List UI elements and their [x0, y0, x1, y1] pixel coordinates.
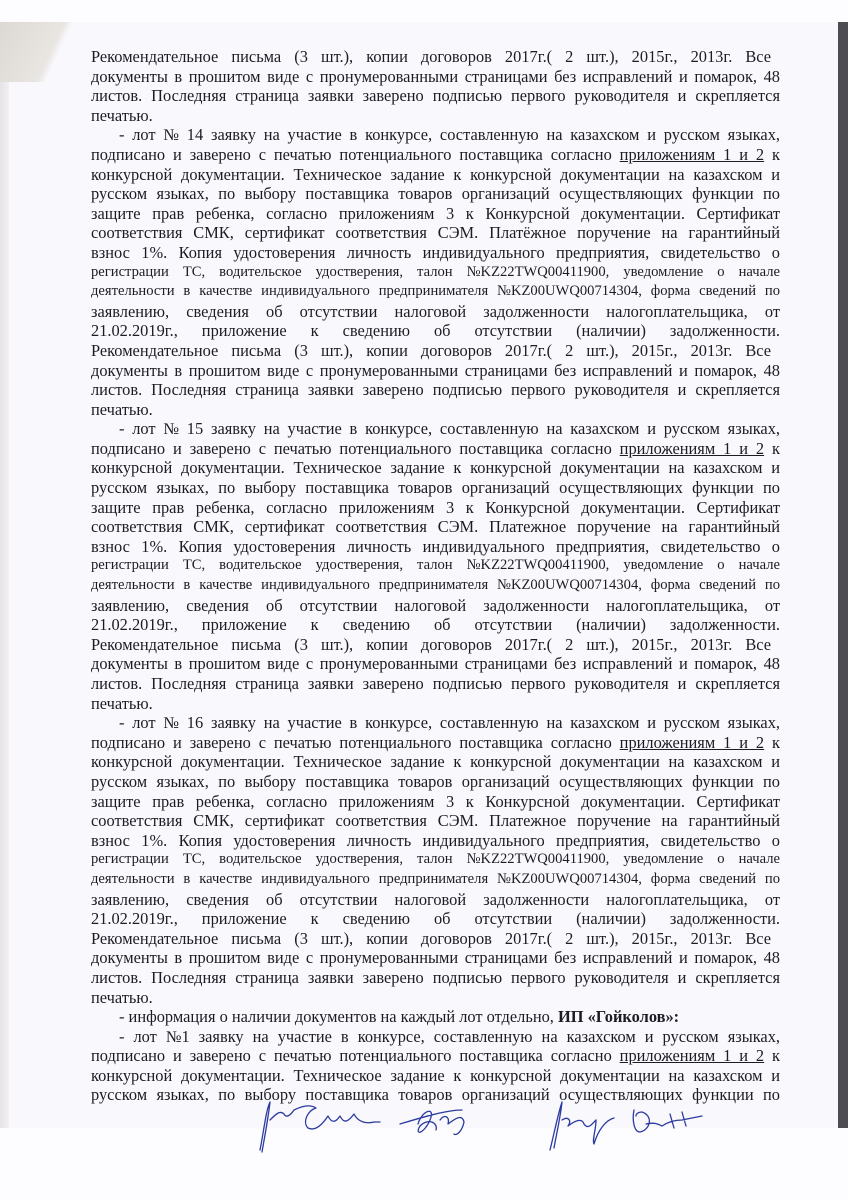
document-line: [91, 321, 780, 341]
line-text: заявлению, сведения об отсутствии налоговой задолженности налогоплательщика, от: [91, 595, 780, 615]
annex-reference: приложениям 1 и 2: [619, 144, 765, 164]
document-line: [91, 243, 780, 263]
line-text: - лот № 16 заявку на участие в конкурсе, составленную на казахском и русском языках,: [119, 713, 780, 733]
document-line: [91, 929, 780, 949]
document-line: [91, 47, 780, 67]
document-line: [91, 341, 780, 361]
line-text: заявлению, сведения об отсутствии налоговой задолженности налогоплательщика, от: [91, 889, 780, 909]
line-text: листов. Последняя страница заявки заверено подписью первого руководителя и скрепляется: [91, 674, 780, 693]
page-left-edge: [0, 22, 9, 1128]
document-line: [91, 596, 780, 616]
document-line: [91, 458, 780, 478]
line-text: русском языках, по выбору поставщика товаров организаций осуществляющих функции по: [91, 771, 780, 791]
document-line: [91, 400, 780, 420]
line-text: русском языках, по выбору поставщика товаров организаций осуществляющих функции по: [91, 184, 780, 204]
page-corner-shadow: [0, 22, 90, 82]
line-text: 21.02.2019г., приложение к сведению об отсутствии (наличии) задолженности.: [91, 321, 780, 341]
line-text: Рекомендательное письма (3 шт.), копии договоров 2017г.( 2 шт.), 2015г., 2013г. Все: [91, 634, 772, 654]
document-line: [91, 713, 780, 733]
document-line: [91, 1046, 780, 1066]
annex-reference: приложениям 1 и 2: [619, 1046, 765, 1066]
line-text: документы в прошитом виде с пронумерованными страницами без исправлений и помарок, 48: [91, 948, 780, 968]
document-line: [91, 302, 780, 322]
line-text: 21.02.2019г., приложение к сведению об отсутствии (наличии) задолженности.: [91, 615, 780, 635]
line-text: - лот № 15 заявку на участие в конкурсе, составленную на казахском и русском языках,: [119, 419, 780, 439]
line-text: взнос 1%. Копия удостоверения личность индивидуального предприятия, свидетельство о: [91, 242, 780, 262]
document-line: [91, 184, 780, 204]
line-text: - лот №1 заявку на участие в конкурсе, составленную на казахском и русском языках,: [119, 1026, 780, 1046]
signature-4: [633, 1110, 702, 1132]
document-line: [91, 419, 780, 439]
document-line: [91, 752, 780, 772]
line-text: печатью.: [91, 987, 153, 1007]
document-line: [91, 772, 780, 792]
line-text: документы в прошитом виде с пронумерованными страницами без исправлений и помарок, 48: [91, 66, 780, 86]
document-line: [91, 125, 780, 145]
document-line: [91, 1066, 780, 1086]
document-line: [91, 909, 780, 929]
line-text-tail: к: [764, 1046, 780, 1066]
line-text: подписано и заверено с печатью потенциального поставщика согласно: [91, 1046, 620, 1066]
document-line: [91, 478, 780, 498]
document-line: [91, 282, 780, 302]
document-line: [91, 86, 780, 106]
document-body: [91, 47, 780, 1105]
line-text: листов. Последняя страница заявки заверено подписью первого руководителя и скрепляется: [91, 967, 780, 987]
signature-3: [550, 1102, 614, 1150]
signature-2: [400, 1110, 464, 1135]
line-text: печатью.: [91, 399, 153, 419]
document-line: [91, 870, 780, 890]
line-text: листов. Последняя страница заявки заверено подписью первого руководителя и скрепляется: [91, 380, 780, 400]
document-line: [91, 263, 780, 283]
line-text: - информация о наличии документов на каждый лот отдельно,: [119, 1007, 558, 1027]
document-line: [91, 498, 780, 518]
line-text: взнос 1%. Копия удостоверения личность индивидуального предприятия, свидетельство о: [91, 830, 780, 850]
line-text: русском языках, по выбору поставщика товаров организаций осуществляющих функции по: [91, 478, 780, 498]
line-text: регистрации ТС, водительское удостверения, талон №KZ22TWQ00411900, уведомление о начале: [91, 263, 780, 280]
document-line: [91, 733, 780, 753]
line-text: документы в прошитом виде с пронумерованными страницами без исправлений и помарок, 48: [91, 360, 780, 380]
line-text: конкурсной документации. Техническое задание к конкурсной документации на казахском и: [91, 752, 780, 772]
signatures-area: [250, 1100, 770, 1170]
signature-1: [260, 1102, 380, 1152]
document-line: [91, 576, 780, 596]
line-text: конкурсной документации. Техническое задание к конкурсной документации на казахском и: [91, 1065, 780, 1085]
line-text: деятельности в качестве индивидуального предпринимателя №KZ00UWQ00714304, форма сведений по: [91, 577, 780, 594]
line-text: - лот № 14 заявку на участие в конкурсе, составленную на казахском и русском языках,: [119, 125, 780, 145]
line-text: регистрации ТС, водительское удостверения, талон №KZ22TWQ00411900, уведомление о начале: [91, 557, 780, 574]
line-text-tail: к: [764, 732, 780, 752]
line-text: подписано и заверено с печатью потенциального поставщика согласно: [91, 732, 620, 752]
line-text: взнос 1%. Копия удостоверения личность индивидуального предприятия, свидетельство о: [91, 536, 780, 556]
document-line: [91, 890, 780, 910]
document-line: [91, 1027, 780, 1047]
document-line: [91, 145, 780, 165]
line-text: подписано и заверено с печатью потенциального поставщика согласно: [91, 144, 620, 164]
document-line: [91, 67, 780, 87]
document-line: [91, 223, 780, 243]
document-line: [91, 988, 780, 1008]
line-text: Рекомендательное письма (3 шт.), копии договоров 2017г.( 2 шт.), 2015г., 2013г. Все: [91, 47, 772, 66]
document-line: [91, 850, 780, 870]
line-text: конкурсной документации. Техническое задание к конкурсной документации на казахском и: [91, 458, 780, 478]
line-text: соответствия СМК, сертификат соответствия СЭМ. Платёжное поручение на гарантийный: [91, 223, 780, 243]
line-text: деятельности в качестве индивидуального предпринимателя №KZ00UWQ00714304, форма сведений по: [91, 870, 780, 887]
document-line: [91, 811, 780, 831]
line-text: деятельности в качестве индивидуального предпринимателя №KZ00UWQ00714304, форма сведений по: [91, 283, 780, 300]
document-line: [91, 674, 780, 694]
line-text: Рекомендательное письма (3 шт.), копии договоров 2017г.( 2 шт.), 2015г., 2013г. Все: [91, 928, 772, 948]
line-text: соответствия СМК, сертификат соответствия СЭМ. Платежное поручение на гарантийный: [91, 517, 780, 537]
document-line: [91, 361, 780, 381]
document-line: [91, 792, 780, 812]
document-line: [91, 654, 780, 674]
document-line: [91, 1007, 780, 1027]
line-text: защите прав ребенка, согласно приложениям 3 к Конкурсной документации. Сертификат: [91, 203, 780, 223]
company-name: ИП «Гойколов»:: [558, 1007, 680, 1027]
annex-reference: приложениям 1 и 2: [619, 438, 765, 458]
annex-reference: приложениям 1 и 2: [619, 732, 765, 752]
document-line: [91, 204, 780, 224]
document-line: [91, 615, 780, 635]
line-text: соответствия СМК, сертификат соответствия СЭМ. Платежное поручение на гарантийный: [91, 811, 780, 831]
line-text: документы в прошитом виде с пронумерованными страницами без исправлений и помарок, 48: [91, 654, 780, 674]
line-text-tail: к: [764, 144, 780, 164]
line-text: конкурсной документации. Техническое задание к конкурсной документации на казахском и: [91, 164, 780, 184]
line-text: заявлению, сведения об отсутствии налоговой задолженности налогоплательщика, от: [91, 301, 780, 321]
line-text: подписано и заверено с печатью потенциального поставщика согласно: [91, 438, 620, 458]
document-line: [91, 537, 780, 557]
document-line: [91, 635, 780, 655]
document-line: [91, 556, 780, 576]
document-line: [91, 439, 780, 459]
document-line: [91, 948, 780, 968]
document-line: [91, 106, 780, 126]
line-text-tail: к: [764, 438, 780, 458]
line-text: защите прав ребенка, согласно приложениям 3 к Конкурсной документации. Сертификат: [91, 497, 780, 517]
line-text: листов. Последняя страница заявки заверено подписью первого руководителя и скрепляется: [91, 86, 780, 106]
line-text: защите прав ребенка, согласно приложениям 3 к Конкурсной документации. Сертификат: [91, 791, 780, 811]
document-line: [91, 694, 780, 714]
line-text: Рекомендательное письма (3 шт.), копии договоров 2017г.( 2 шт.), 2015г., 2013г. Все: [91, 340, 772, 360]
document-line: [91, 517, 780, 537]
scanner-edge-strip: [838, 22, 848, 1128]
line-text: русском языках, по выбору поставщика товаров организаций осуществляющих функции по: [91, 1085, 780, 1105]
line-text: печатью.: [91, 693, 153, 713]
document-line: [91, 968, 780, 988]
line-text: 21.02.2019г., приложение к сведению об отсутствии (наличии) задолженности.: [91, 909, 780, 929]
document-line: [91, 380, 780, 400]
line-text: регистрации ТС, водительское удостверения, талон №KZ22TWQ00411900, уведомление о начале: [91, 851, 780, 868]
signatures-svg: [250, 1100, 770, 1170]
line-text: печатью.: [91, 105, 153, 125]
document-line: [91, 165, 780, 185]
document-line: [91, 831, 780, 851]
